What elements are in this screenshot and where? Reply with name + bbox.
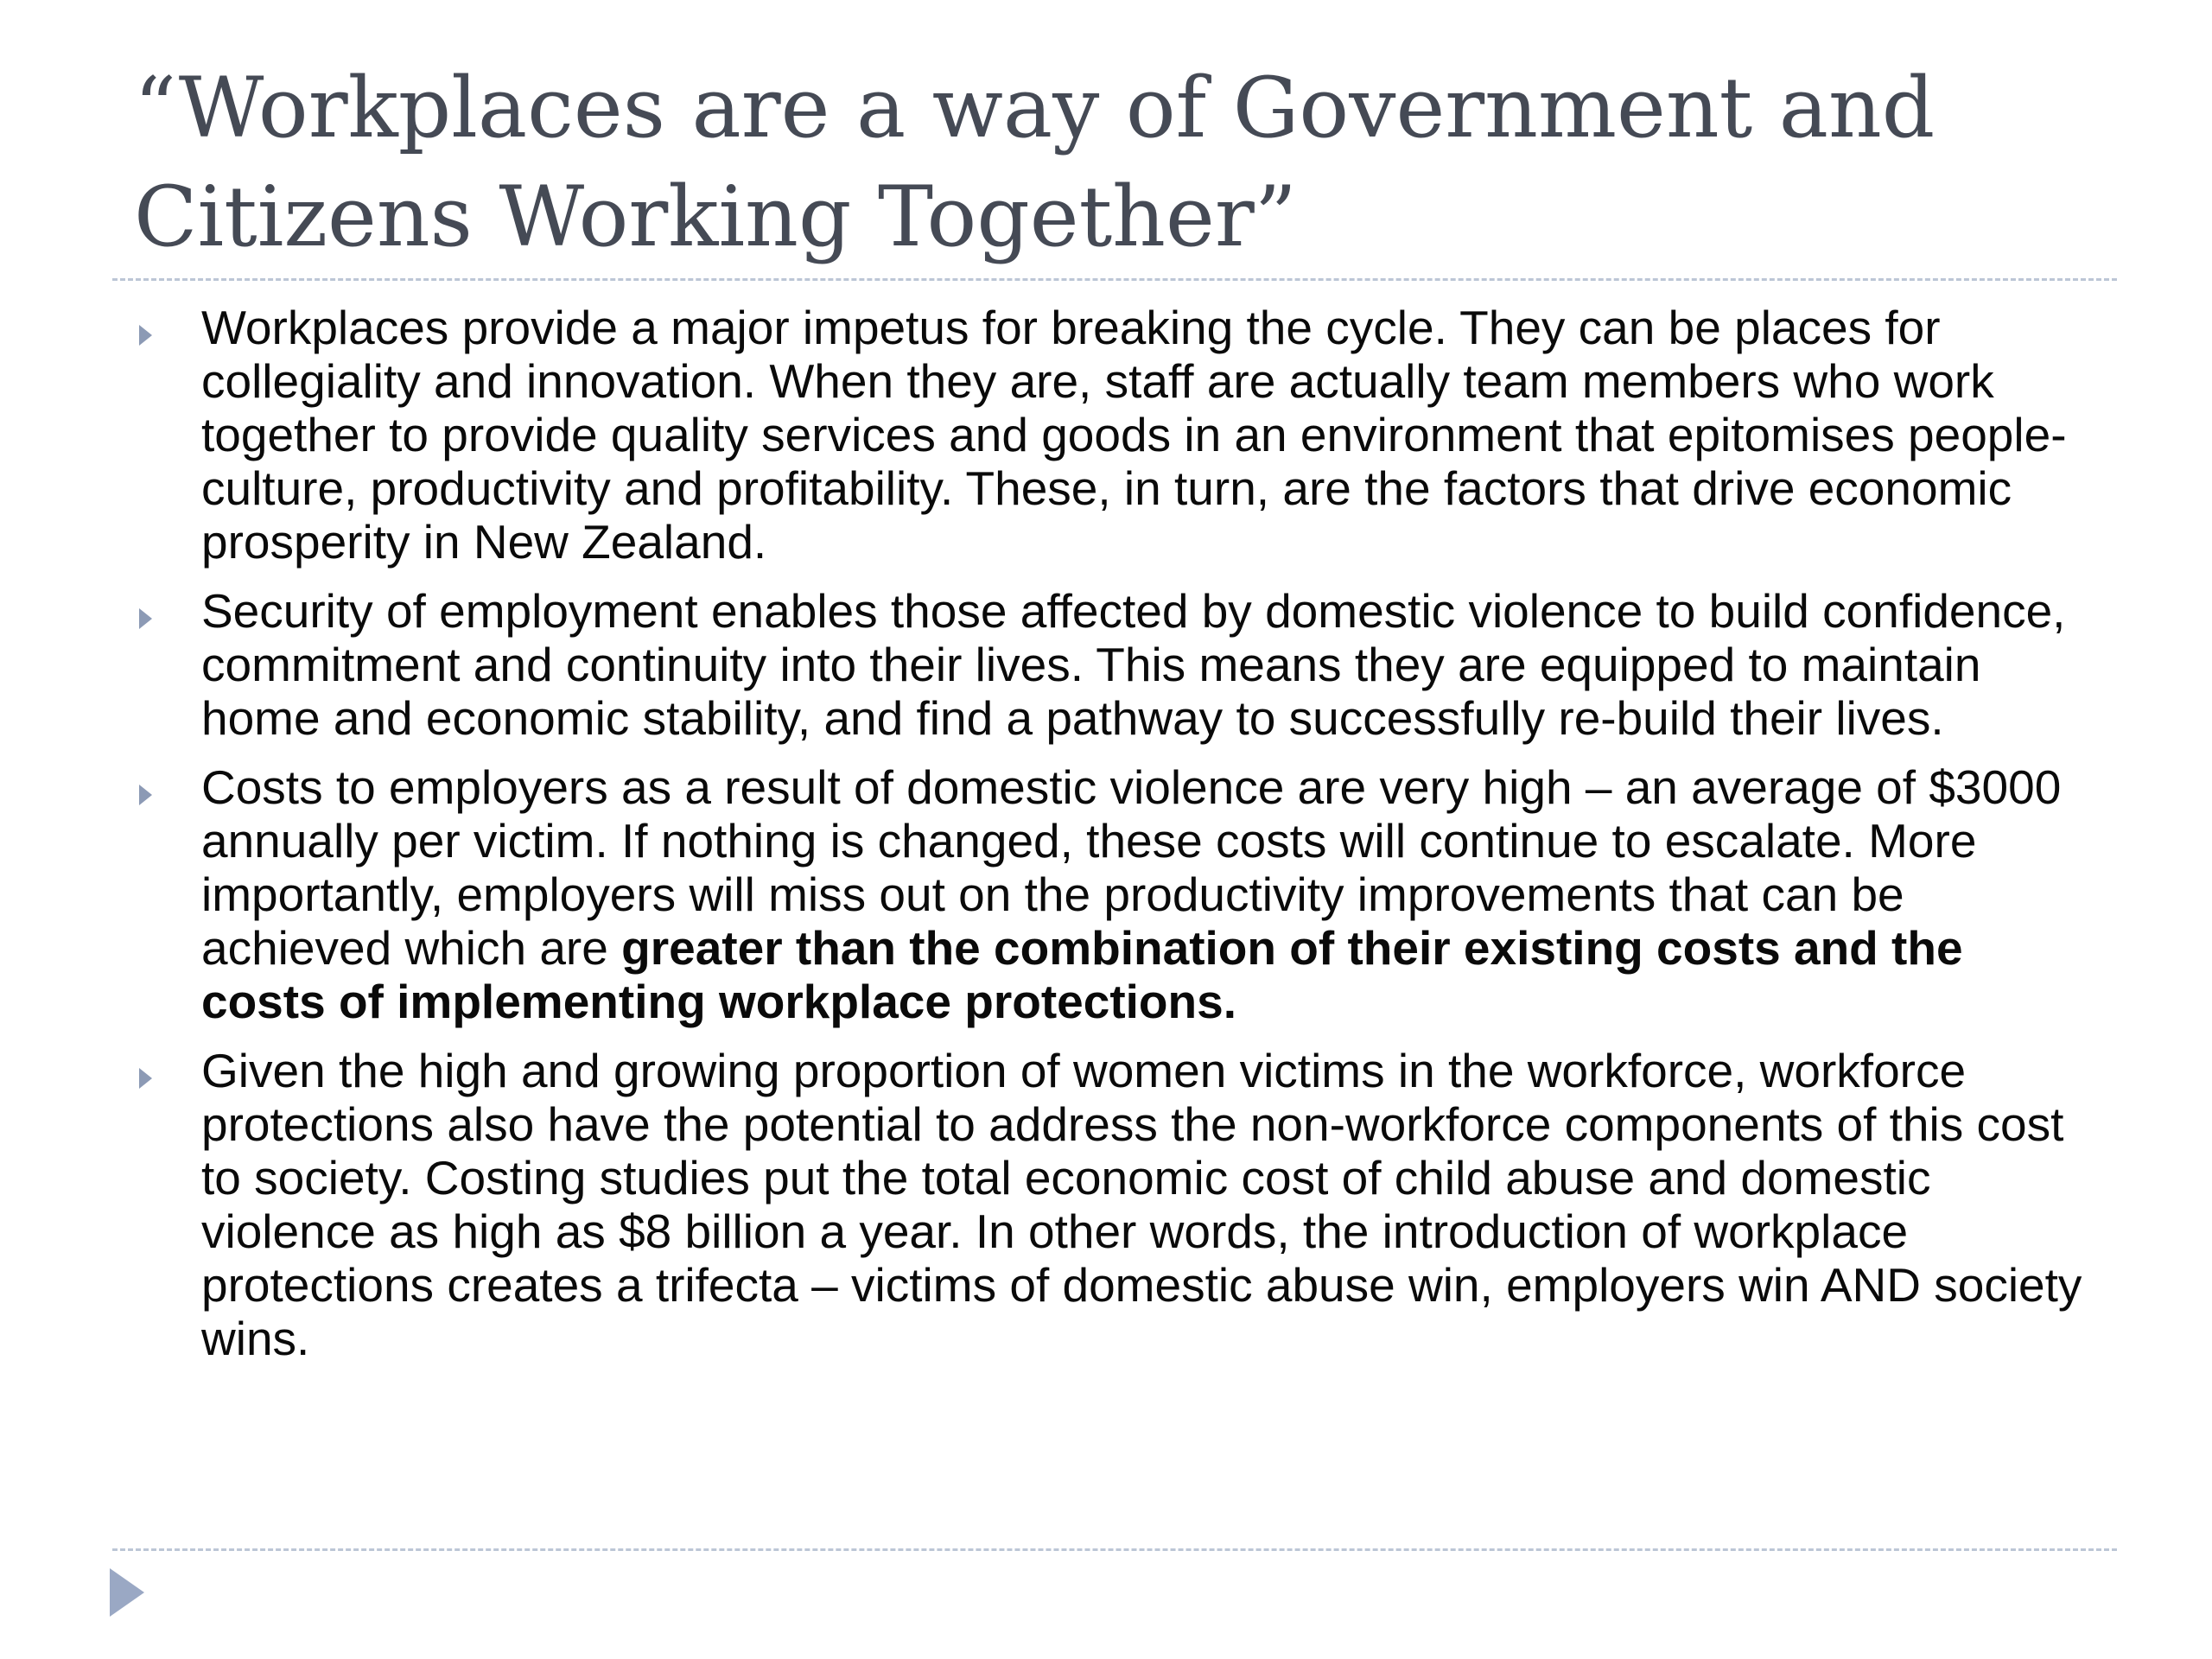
bullet-text — [201, 584, 2095, 745]
bullet-arrow-icon — [139, 1068, 152, 1089]
bullet-list — [134, 301, 2095, 1381]
bullet-arrow-icon — [139, 325, 152, 346]
bullet-text-body: Given the high and growing proportion of women victims in the workforce, workforce protections also have the potential to address the non-workforce components of this cost to society. Costing studies put the total economic cost of child abuse and domestic violence as high as $8 billion a year. In other words, the introduction of workplace protections creates a trifecta – victims of domestic abuse win, employers win AND society wins. — [201, 1044, 2082, 1365]
bullet-arrow-icon — [139, 785, 152, 805]
bullet-item — [134, 301, 2095, 569]
bullet-text-body: Security of employment enables those affected by domestic violence to build confidence, commitment and continuity into their lives. This means they are equipped to maintain home and economic stability, and find a pathway to successfully re-build their lives. — [201, 584, 2066, 745]
bullet-arrow-icon — [139, 608, 152, 629]
bullet-item — [134, 1044, 2095, 1365]
bullet-item — [134, 760, 2095, 1028]
footer-divider — [112, 1548, 2117, 1551]
title-divider — [112, 278, 2117, 281]
slide-title-line-1: “Workplaces are a way of Government and — [134, 60, 1936, 156]
bullet-text-body: Workplaces provide a major impetus for breaking the cycle. They can be places for collegiality and innovation. When they are, staff are actually team members who work together to provide quality services and goods in an environment that epitomises people-culture, productivity and profitability. These, in turn, are the factors that drive economic prosperity in New Zealand. — [201, 301, 2067, 569]
slide-title-line-2: Citizens Working Together” — [134, 168, 1297, 265]
next-slide-arrow-icon[interactable] — [110, 1568, 144, 1617]
bullet-text — [201, 301, 2095, 569]
bullet-text — [201, 1044, 2095, 1365]
slide-title — [134, 54, 2139, 271]
bullet-text-emphasis: greater than the combination of their existing costs and the costs of implementing workplace protections. — [201, 921, 1963, 1028]
bullet-item — [134, 584, 2095, 745]
bullet-text — [201, 760, 2095, 1028]
bullet-text-body: Costs to employers as a result of domestic violence are very high – an average of $3000 annually per victim. If nothing is changed, these costs will continue to escalate. More importantly, employers will miss out on the productivity improvements that can be achieved which are — [201, 760, 2062, 975]
